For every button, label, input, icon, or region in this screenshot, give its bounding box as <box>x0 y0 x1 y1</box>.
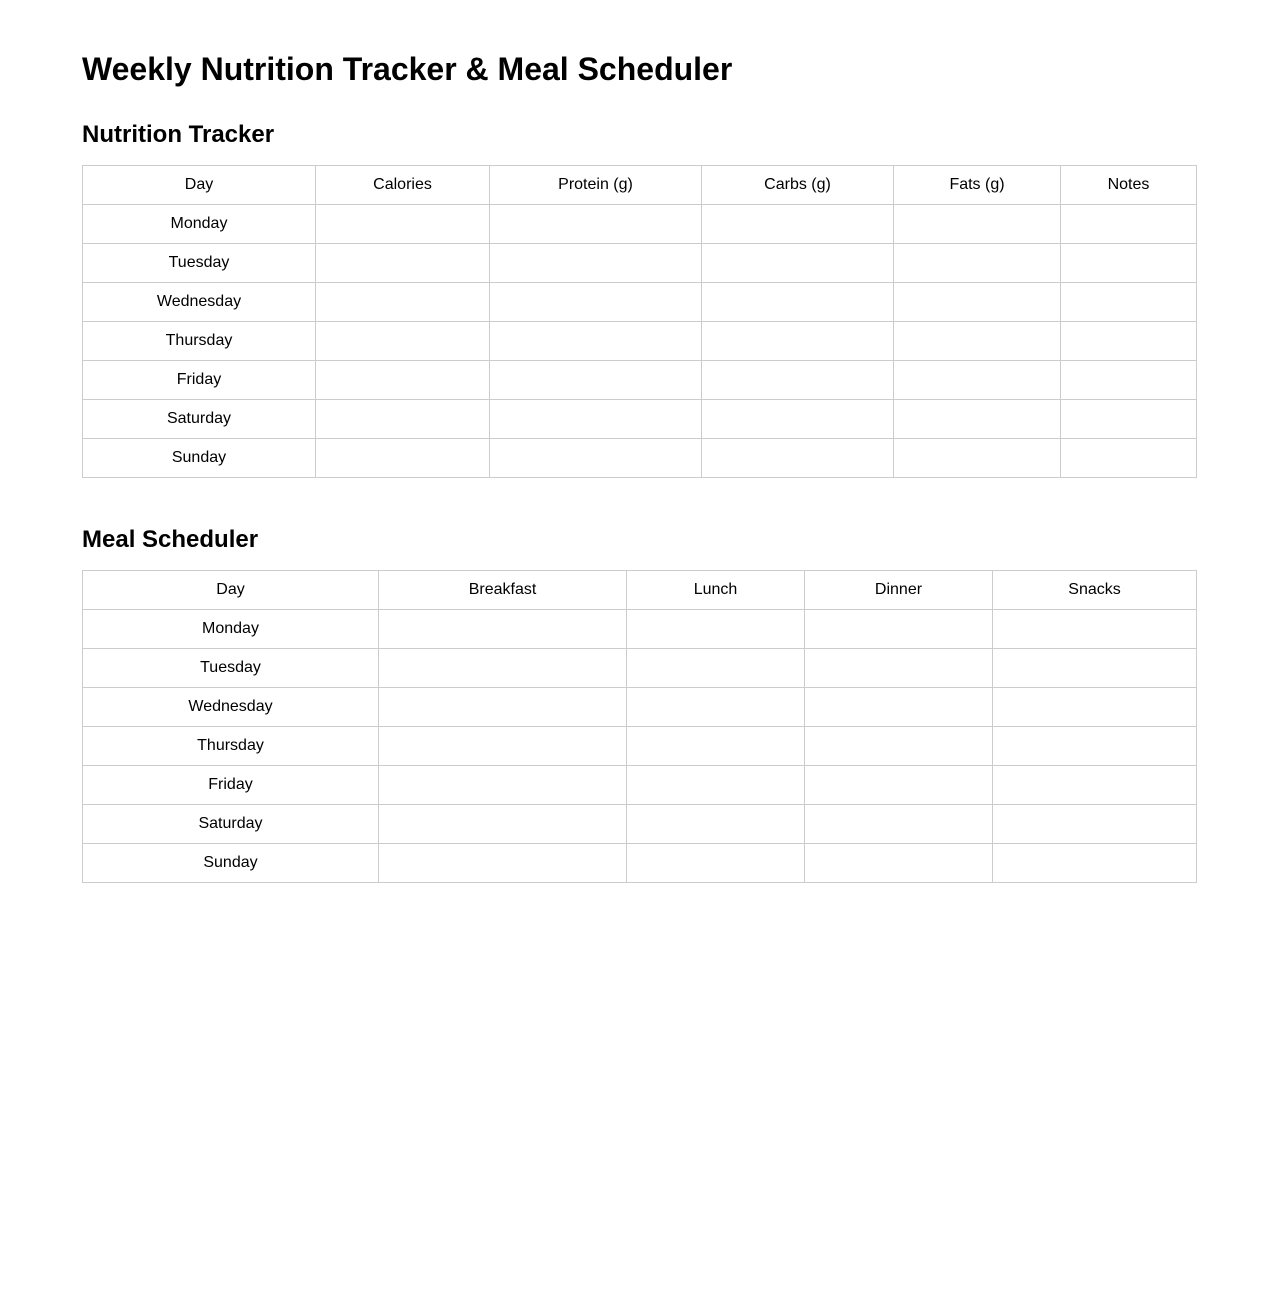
table-header-row <box>83 166 1197 205</box>
entry-cell[interactable] <box>993 688 1197 727</box>
entry-cell[interactable] <box>702 322 894 361</box>
entry-cell[interactable] <box>1061 283 1197 322</box>
entry-cell[interactable] <box>490 400 702 439</box>
day-cell: Monday <box>83 610 379 649</box>
entry-cell[interactable] <box>805 805 993 844</box>
entry-cell[interactable] <box>805 688 993 727</box>
entry-cell[interactable] <box>1061 361 1197 400</box>
table-row <box>83 244 1197 283</box>
entry-cell[interactable] <box>702 439 894 478</box>
table-row <box>83 283 1197 322</box>
entry-cell[interactable] <box>379 805 627 844</box>
entry-cell[interactable] <box>627 610 805 649</box>
entry-cell[interactable] <box>702 283 894 322</box>
entry-cell[interactable] <box>627 649 805 688</box>
day-cell: Wednesday <box>83 688 379 727</box>
column-header: Protein (g) <box>490 166 702 205</box>
entry-cell[interactable] <box>805 727 993 766</box>
entry-cell[interactable] <box>805 844 993 883</box>
entry-cell[interactable] <box>702 400 894 439</box>
entry-cell[interactable] <box>316 400 490 439</box>
entry-cell[interactable] <box>894 283 1061 322</box>
entry-cell[interactable] <box>993 805 1197 844</box>
entry-cell[interactable] <box>993 844 1197 883</box>
entry-cell[interactable] <box>627 727 805 766</box>
entry-cell[interactable] <box>490 283 702 322</box>
entry-cell[interactable] <box>379 610 627 649</box>
entry-cell[interactable] <box>1061 205 1197 244</box>
table-row <box>83 322 1197 361</box>
entry-cell[interactable] <box>627 805 805 844</box>
table-row <box>83 400 1197 439</box>
meal-scheduler-table <box>82 570 1197 883</box>
entry-cell[interactable] <box>993 649 1197 688</box>
entry-cell[interactable] <box>993 610 1197 649</box>
entry-cell[interactable] <box>702 361 894 400</box>
entry-cell[interactable] <box>627 766 805 805</box>
entry-cell[interactable] <box>894 361 1061 400</box>
table-row <box>83 361 1197 400</box>
column-header: Calories <box>316 166 490 205</box>
entry-cell[interactable] <box>805 610 993 649</box>
nutrition-tracker-heading: Nutrition Tracker <box>82 121 275 148</box>
column-header: Day <box>83 166 316 205</box>
table-row <box>83 610 1197 649</box>
column-header: Breakfast <box>379 571 627 610</box>
entry-cell[interactable] <box>894 400 1061 439</box>
entry-cell[interactable] <box>316 439 490 478</box>
day-cell: Friday <box>83 361 316 400</box>
entry-cell[interactable] <box>379 727 627 766</box>
day-cell: Saturday <box>83 805 379 844</box>
entry-cell[interactable] <box>894 439 1061 478</box>
entry-cell[interactable] <box>993 766 1197 805</box>
entry-cell[interactable] <box>1061 244 1197 283</box>
table-row <box>83 688 1197 727</box>
table-row <box>83 205 1197 244</box>
entry-cell[interactable] <box>702 244 894 283</box>
entry-cell[interactable] <box>379 688 627 727</box>
meal-scheduler-heading: Meal Scheduler <box>82 526 259 553</box>
entry-cell[interactable] <box>894 205 1061 244</box>
entry-cell[interactable] <box>805 649 993 688</box>
nutrition-tracker-table <box>82 165 1197 478</box>
table-row <box>83 766 1197 805</box>
entry-cell[interactable] <box>1061 400 1197 439</box>
entry-cell[interactable] <box>379 844 627 883</box>
entry-cell[interactable] <box>894 322 1061 361</box>
column-header: Fats (g) <box>894 166 1061 205</box>
column-header: Snacks <box>993 571 1197 610</box>
column-header: Carbs (g) <box>702 166 894 205</box>
table-row <box>83 649 1197 688</box>
entry-cell[interactable] <box>379 766 627 805</box>
entry-cell[interactable] <box>1061 322 1197 361</box>
table-header-row <box>83 571 1197 610</box>
entry-cell[interactable] <box>702 205 894 244</box>
column-header: Day <box>83 571 379 610</box>
entry-cell[interactable] <box>627 844 805 883</box>
day-cell: Sunday <box>83 439 316 478</box>
day-cell: Thursday <box>83 727 379 766</box>
column-header: Dinner <box>805 571 993 610</box>
entry-cell[interactable] <box>490 205 702 244</box>
entry-cell[interactable] <box>490 361 702 400</box>
column-header: Notes <box>1061 166 1197 205</box>
table-row <box>83 727 1197 766</box>
table-row <box>83 805 1197 844</box>
entry-cell[interactable] <box>316 244 490 283</box>
entry-cell[interactable] <box>1061 439 1197 478</box>
page-title: Weekly Nutrition Tracker & Meal Scheduler <box>82 51 733 87</box>
entry-cell[interactable] <box>993 727 1197 766</box>
day-cell: Thursday <box>83 322 316 361</box>
entry-cell[interactable] <box>490 322 702 361</box>
day-cell: Saturday <box>83 400 316 439</box>
day-cell: Wednesday <box>83 283 316 322</box>
entry-cell[interactable] <box>316 205 490 244</box>
entry-cell[interactable] <box>316 361 490 400</box>
day-cell: Tuesday <box>83 649 379 688</box>
entry-cell[interactable] <box>490 244 702 283</box>
table-row <box>83 439 1197 478</box>
entry-cell[interactable] <box>316 322 490 361</box>
day-cell: Tuesday <box>83 244 316 283</box>
day-cell: Sunday <box>83 844 379 883</box>
entry-cell[interactable] <box>894 244 1061 283</box>
entry-cell[interactable] <box>316 283 490 322</box>
entry-cell[interactable] <box>805 766 993 805</box>
day-cell: Monday <box>83 205 316 244</box>
entry-cell[interactable] <box>490 439 702 478</box>
entry-cell[interactable] <box>627 688 805 727</box>
day-cell: Friday <box>83 766 379 805</box>
column-header: Lunch <box>627 571 805 610</box>
entry-cell[interactable] <box>379 649 627 688</box>
table-row <box>83 844 1197 883</box>
